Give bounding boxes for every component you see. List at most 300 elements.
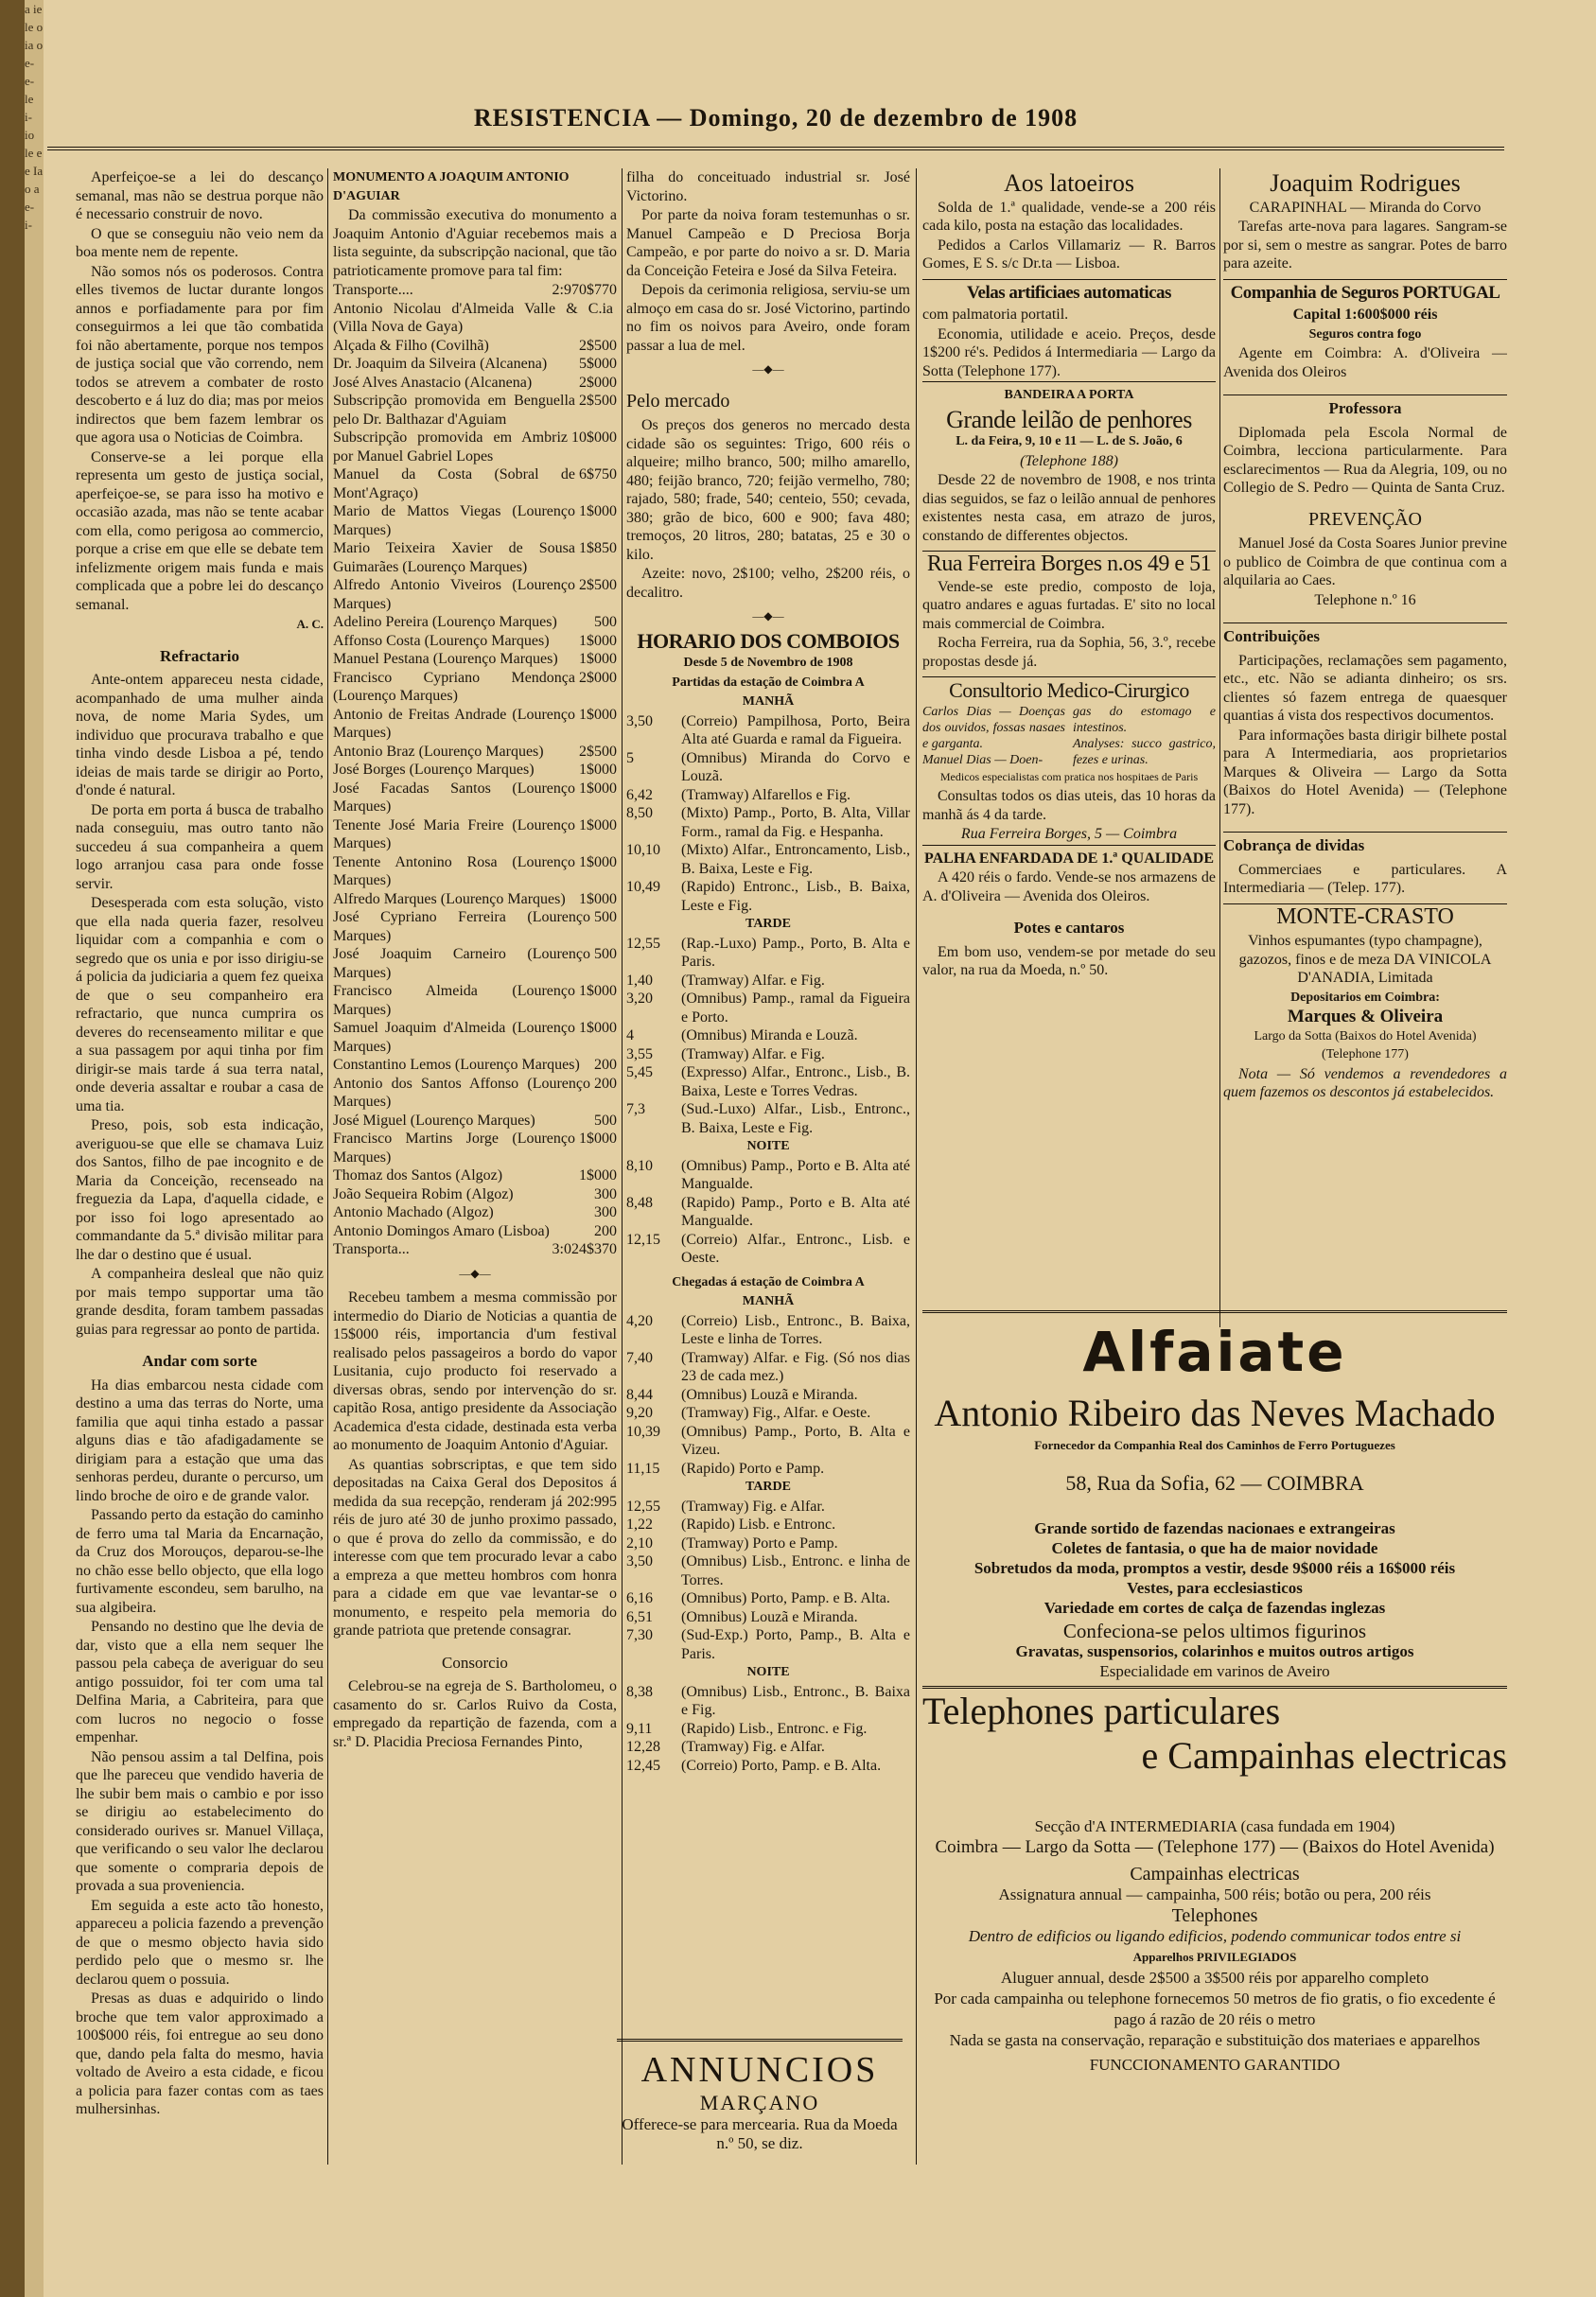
subscription-row	[333, 890, 617, 909]
train-time: 7,30	[626, 1627, 653, 1643]
train-row	[626, 1534, 910, 1553]
article-paragraph: Depois da cerimonia religiosa, serviu-se um almoço em casa do sr. José Victorino, partindo no fim os noivos para Aveiro, onde foram passar a lua de mel.	[626, 282, 910, 354]
subscription-amount: 1$000	[579, 1131, 617, 1147]
train-time: 12,15	[626, 1231, 660, 1248]
ad-line: Vestes, para ecclesiasticos	[1127, 1579, 1303, 1597]
train-route: (Correio) Porto, Pamp. e B. Alta.	[681, 1757, 882, 1774]
subscriber-name: José Joaquim Carneiro (Lourenço Marques)	[333, 946, 590, 981]
subscription-amount: 500	[594, 946, 617, 962]
train-row	[626, 1194, 910, 1231]
subscriber-name: Dr. Joaquim da Silveira (Alcanena)	[333, 356, 548, 372]
subscription-amount: 500	[594, 1112, 617, 1129]
subscription-amount: 200	[594, 1075, 617, 1092]
ad-telephone: Telephone n.º 16	[1314, 591, 1416, 608]
subscriber-name: Antonio dos Santos Affonso (Lourenço Marques)	[333, 1075, 590, 1110]
ad-text: Commerciaes e particulares. A Intermediaria — (Telep. 177).	[1223, 861, 1507, 896]
subscription-row	[333, 337, 617, 356]
train-time: 6,51	[626, 1608, 653, 1625]
train-time: 4	[626, 1027, 634, 1043]
train-time: 11,15	[626, 1460, 660, 1477]
annuncios-title: ANNUNCIOS	[640, 2050, 879, 2090]
train-time: 10,39	[626, 1423, 660, 1440]
adjacent-page-strip: a ie le o ia o e- e- le i- io le e e Ia o a e- i-	[25, 0, 44, 2297]
train-route: (Omnibus) Pamp., Porto e B. Alta até Mangualde.	[681, 1157, 910, 1192]
train-route: (Sud.-Luxo) Alfar., Lisb., Entronc., B. Baixa, Leste e Fig.	[681, 1101, 910, 1136]
train-time: 8,44	[626, 1386, 653, 1403]
subscription-amount: 6$750	[579, 466, 617, 482]
period-label: TARDE	[745, 1480, 791, 1494]
column-4	[922, 168, 1216, 1327]
subscriber-name: Antonio de Freitas Andrade (Lourenço Marques)	[333, 706, 575, 741]
column-rule	[327, 168, 328, 2165]
subscriber-name: Francisco Martins Jorge (Lourenço Marques)	[333, 1131, 575, 1166]
subscription-row	[333, 539, 617, 576]
subscription-row	[333, 982, 617, 1019]
subscriber-name: Alfredo Antonio Viveiros (Lourenço Marques)	[333, 577, 575, 612]
subscription-row	[333, 706, 617, 743]
subscription-amount: 200	[594, 1222, 617, 1239]
subscription-row	[333, 300, 617, 337]
period-label: NOITE	[746, 1139, 790, 1153]
ad-text: Solda de 1.ª qualidade, vende-se a 200 réis cada kilo, posta na estação das localidades.	[922, 199, 1216, 234]
period-label: MANHÃ	[742, 1294, 795, 1308]
train-list	[626, 1157, 910, 1268]
annuncios-box	[617, 2039, 903, 2153]
doctor-left	[922, 704, 1065, 768]
subscription-row	[333, 1075, 617, 1112]
subscription-row	[333, 945, 617, 982]
train-list	[626, 1683, 910, 1776]
subscription-row	[333, 1130, 617, 1166]
article-title-refractario: Refractario	[159, 646, 239, 665]
article-paragraph: O que se conseguiu não veio nem da boa mente nem de repente.	[76, 225, 324, 260]
ad-title-potes: Potes e cantaros	[1013, 919, 1125, 937]
ad-text: Agente em Coimbra: A. d'Oliveira — Avenida dos Oleiros	[1223, 345, 1507, 380]
subscriber-name: Transporte....	[333, 282, 413, 298]
ad-text: Em bom uso, vendem-se por metade do seu valor, na rua da Moeda, n.º 50.	[922, 943, 1216, 978]
train-route: (Tramway) Fig. e Alfar.	[681, 1739, 825, 1755]
train-time: 8,38	[626, 1683, 653, 1700]
subscriber-name: Manuel Pestana (Lourenço Marques)	[333, 651, 558, 667]
subscription-row	[333, 1222, 617, 1241]
ad-text: Consultas todos os dias uteis, das 10 horas da manhã ás 4 da tarde.	[922, 788, 1216, 823]
subscription-row	[333, 576, 617, 613]
column-rule	[916, 168, 917, 2165]
subscriber-name: Tenente Antonino Rosa (Lourenço Marques)	[333, 853, 575, 888]
article-paragraph: Conserve-se a lei porque ella representa um gesto de justiça social, aperfeiçoe-se, se para isso ha motivo e occasião azada, mas não se tente acabar com ella, como perigosa ao commercio, porque a crise em que elle se debate tem infelizmente origem mais funda e mais complicada que a pobre lei do descanço semanal.	[76, 448, 324, 613]
horario-partidas: Partidas da estação de Coimbra A	[672, 675, 865, 690]
train-row	[626, 749, 910, 786]
subscription-row	[333, 1240, 617, 1259]
subscription-amount: 1$850	[579, 540, 617, 556]
subscription-amount: 1$000	[579, 1020, 617, 1036]
column-1	[76, 168, 324, 2165]
ad-line: Especialidade em varinos de Aveiro	[1099, 1662, 1330, 1680]
subscriber-name: Alfredo Marques (Lourenço Marques)	[333, 890, 566, 907]
separator: —◆—	[459, 1266, 491, 1280]
train-route: (Omnibus) Louzã e Miranda.	[681, 1386, 858, 1403]
annuncios-text: Offerece-se para mercearia. Rua da Moeda n.º 50, se diz.	[622, 2115, 898, 2152]
train-time: 5	[626, 749, 634, 766]
subscription-row	[333, 355, 617, 374]
subscription-list	[333, 281, 617, 1259]
train-row	[626, 1516, 910, 1534]
train-row	[626, 841, 910, 878]
subscription-amount: 2$000	[579, 374, 617, 391]
ad-subtitle: Depositarios em Coimbra:	[1290, 990, 1440, 1005]
subscription-amount: 1$000	[579, 762, 617, 778]
train-time: 6,16	[626, 1590, 653, 1606]
train-row	[626, 1683, 910, 1720]
header-rule	[47, 147, 1504, 150]
subscription-amount: 1$000	[579, 780, 617, 797]
train-row	[626, 1460, 910, 1479]
train-route: (Rapido) Lisb., Entronc. e Fig.	[681, 1720, 868, 1737]
train-row	[626, 786, 910, 805]
doctor-text: Carlos Dias — Doenças dos ouvidos, fossas nasaes e garganta.	[922, 704, 1065, 751]
subscription-row	[333, 1185, 617, 1204]
train-route: (Correio) Lisb., Entronc., B. Baixa, Leste e linha de Torres.	[681, 1312, 910, 1347]
doctor-text: Analyses: succo gastrico, fezes e urinas.	[1073, 736, 1216, 767]
subscriber-name: Alçada & Filho (Covilhã)	[333, 337, 489, 354]
article-title-monumento: MONUMENTO A JOAQUIM ANTONIO D'AGUIAR	[333, 170, 570, 203]
alfaiate-name: Antonio Ribeiro das Neves Machado	[934, 1392, 1496, 1434]
train-row	[626, 1589, 910, 1608]
train-row	[626, 1157, 910, 1194]
article-signature: A. C.	[296, 617, 324, 631]
ad-title-latoeiros: Aos latoeiros	[1004, 169, 1134, 197]
train-row	[626, 935, 910, 972]
article-paragraph: De porta em porta á busca de trabalho nada conseguiu, mas outro tanto não succedeu á sua companheira a quem logo arranjou casa para onde fosse servir.	[76, 801, 324, 892]
train-row	[626, 1757, 910, 1776]
ad-line: Gravatas, suspensorios, colarinhos e muitos outros artigos	[1015, 1642, 1414, 1660]
train-row	[626, 1608, 910, 1627]
train-route: (Omnibus) Louzã e Miranda.	[681, 1608, 858, 1625]
article-paragraph: Desesperada com esta solução, visto que ella nada queria fazer, resolveu liquidar com a companhia e com o segredo que os unia e por isso dirigiu-se á policia da judiciaria a quem fez queixa de que o seu companheiro era refractario, que nunca cumprira os deveres do recenseamento militar e que a sua passagem por aqui tinha por fim dirigir-se mais tarde á sua terra natal, onde deveria assaltar e roubar a casa de uma tia.	[76, 895, 324, 1114]
article-paragraph: Ante-ontem appareceu nesta cidade, acompanhado de uma mulher ainda nova, de nome Maria Sydes, um individuo que procurava trabalho e que tinha vindo desde Lisboa a pé, tendo ideias de mais tarde se dirigir ao Porto, d'onde é natural.	[76, 672, 324, 798]
subscription-amount: 2$500	[579, 577, 617, 593]
subscriber-name: Francisco Cypriano Mendonça (Lourenço Marques)	[333, 669, 575, 704]
train-time: 2,10	[626, 1534, 653, 1552]
subscriber-name: João Sequeira Robim (Algoz)	[333, 1185, 514, 1202]
ad-text: Rocha Ferreira, rua da Sophia, 56, 3.º, recebe propostas desde já.	[922, 635, 1216, 670]
article-paragraph: Presas as duas e adquirido o lindo broche que tem valor approximado a 100$000 réis, foi entregue ao seu dono que, dando pela falta do mesmo, havia voltado de Aveiro a esta cidade, e ficou a policia para fazer contas com as taes mulhersinhas.	[76, 1990, 324, 2117]
train-row	[626, 1626, 910, 1663]
telephones-line1: Telephones particulares	[922, 1690, 1281, 1732]
subscription-row	[333, 743, 617, 762]
column-5	[1223, 168, 1507, 1327]
ad-text: Participações, reclamações sem pagamento, etc., etc. Não se adianta dinheiro; os srs. clientes só fazem entrega de quaesquer quantias á vista dos respectivos documentos.	[1223, 652, 1507, 724]
train-time: 9,20	[626, 1405, 653, 1421]
train-route: (Omnibus) Lisb., Entronc. e linha de Torres.	[681, 1553, 910, 1588]
ad-text: Vinhos espumantes (typo champagne), gazozos, finos e de meza DA VINICOLA D'ANADIA, Limitada	[1238, 933, 1492, 986]
train-route: (Correio) Pampilhosa, Porto, Beira Alta até Guarda e ramal da Figueira.	[681, 712, 910, 747]
train-route: (Mixto) Pamp., Porto, B. Alta, Villar Form., ramal da Fig. e Hespanha.	[681, 805, 910, 840]
ad-capital: Capital 1:600$000 réis	[1292, 307, 1438, 323]
train-time: 3,50	[626, 1553, 653, 1569]
article-paragraph: Por parte da noiva foram testemunhas o sr. Manuel Campeão e D Preciosa Borja Campeão, e por parte do noivo a sr. D. Maria da Conceição Feteira e José da Silva Feteira.	[626, 207, 910, 279]
subscription-amount: 2$000	[579, 669, 617, 686]
subscription-amount: 1$000	[579, 983, 617, 999]
subscription-amount: 300	[594, 1204, 617, 1220]
subscriber-name: Mario de Mattos Viegas (Lourenço Marques)	[333, 503, 575, 538]
ad-title-prevencao: PREVENÇÃO	[1307, 508, 1422, 530]
subscription-amount: 1$000	[579, 503, 617, 519]
telephones-body	[922, 1816, 1507, 2076]
subscriber-name: José Alves Anastacio (Alcanena)	[333, 374, 533, 391]
train-route: (Omnibus) Miranda do Corvo e Louzã.	[681, 749, 910, 784]
train-time: 8,48	[626, 1194, 653, 1211]
ad-text: Manuel José da Costa Soares Junior previne o publico de Coimbra de que continua com a alquilaria ao Caes.	[1223, 535, 1507, 588]
subscription-amount: 10$000	[571, 430, 617, 446]
ad-line: Confeciona-se pelos ultimos figurinos	[1062, 1620, 1367, 1642]
subscriber-name: José Borges (Lourenço Marques)	[333, 762, 535, 778]
subscription-amount: 200	[594, 1057, 617, 1073]
train-row	[626, 972, 910, 991]
subscription-row	[333, 502, 617, 539]
subscriber-name: Samuel Joaquim d'Almeida (Lourenço Marques)	[333, 1020, 575, 1055]
subscriber-name: José Cypriano Ferreira (Lourenço Marques)	[333, 909, 590, 944]
alfaiate-body	[922, 1518, 1507, 1681]
article-paragraph: Recebeu tambem a mesma commissão por intermedio do Diario de Noticias a quantia de 15$000 réis, importancia d'um festival realisado pelos passageiros a bordo do vapor Lusitania, cujo producto foi reservado a diversas obras, sendo por intervenção do sr. capitão Rosa, antigo presidente da Associação Academica d'esta cidade, destinada esta verba ao monumento de Joaquim Antonio d'Aguiar.	[333, 1289, 617, 1453]
ad-subtitle: CARAPINHAL — Miranda do Corvo	[1249, 199, 1482, 216]
ad-subtitle: Seguros contra fogo	[1308, 326, 1422, 342]
train-row	[626, 990, 910, 1026]
telephones-title	[922, 1689, 1507, 1778]
subscription-row	[333, 429, 617, 465]
ad-line: Dentro de edificios ou ligando edificios, podendo communicar todos entre si	[968, 1927, 1462, 1945]
subscription-amount: 1$000	[579, 632, 617, 649]
subscription-row	[333, 761, 617, 780]
alfaiate-address: 58, Rua da Sofia, 62 — COIMBRA	[1065, 1471, 1364, 1495]
doctor-text: gas do estomago e intestinos.	[1073, 704, 1216, 735]
ad-title-consultorio: Consultorio Medico-Cirurgico	[922, 676, 1216, 700]
subscriber-name: Antonio Domingos Amaro (Lisboa)	[333, 1222, 550, 1239]
subscriber-name: Adelino Pereira (Lourenço Marques)	[333, 614, 557, 630]
horario-subtitle: Desde 5 de Novembro de 1908	[683, 656, 853, 670]
ad-name: Marques & Oliveira	[1287, 1007, 1444, 1026]
ad-line: Secção d'A INTERMEDIARIA (casa fundada em 1904)	[1034, 1817, 1395, 1835]
ad-text: Economia, utilidade e aceio. Preços, desde 1$200 ré's. Pedidos á Intermediaria — Largo da Sotta (Telephone 177).	[922, 325, 1216, 379]
train-time: 3,20	[626, 991, 653, 1007]
train-route: (Omnibus) Miranda e Louzã.	[681, 1027, 858, 1043]
article-paragraph: Azeite: novo, 2$100; velho, 2$200 réis, o decalitro.	[626, 566, 910, 601]
article-paragraph: Em seguida a este acto tão honesto, appareceu a policia fazendo a prevenção de que o mesmo objecto havia sido perdido pelo que o mesmo sr. lhe declarou quem o possuia.	[76, 1897, 324, 1988]
article-paragraph: Não pensou assim a tal Delfina, pois que lhe pareceu que vendido haveria de lhe subir bem mais o cambio e por isso se dirigiu ao estabelecimento do considerado ourives sr. Manuel Villaça, que verificando o seu valor lhe declarou que somente o compraria depois de provada a sua proveniencia.	[76, 1748, 324, 1894]
train-row	[626, 1231, 910, 1268]
train-row	[626, 1738, 910, 1757]
ad-title-joaquim: Joaquim Rodrigues	[1270, 169, 1461, 197]
alfaiate-supplier: Fornecedor da Companhia Real dos Caminhos de Ferro Portuguezes	[1034, 1438, 1395, 1452]
subscription-row	[333, 1019, 617, 1056]
train-route: (Tramway) Alfar. e Fig.	[681, 1045, 825, 1062]
article-title-mercado: Pelo mercado	[626, 390, 730, 412]
subscription-amount: 500	[594, 614, 617, 630]
subscription-amount: 500	[594, 909, 617, 925]
subscription-amount: 5$000	[579, 356, 617, 372]
ad-address: L. da Feira, 9, 10 e 11 — L. de S. João, 6	[956, 434, 1183, 448]
subscription-amount: 2$500	[579, 743, 617, 760]
article-title-andar: Andar com sorte	[142, 1352, 257, 1370]
train-route: (Omnibus) Lisb., Entronc., B. Baixa e Fig.	[681, 1683, 910, 1718]
doctor-right	[1073, 704, 1216, 768]
subscriber-name: Subscripção promovida em Benguella pelo Dr. Balthazar d'Aguiam	[333, 393, 575, 428]
article-paragraph: Ha dias embarcou nesta cidade com destino a uma das terras do Norte, uma familia que aqui tinha estado a passar alguns dias e tão afadigadamente se dirigiam para a estação que uma das senhoras perdeu, durante o percurso, um lindo broche de oiro e de grande valor.	[76, 1376, 324, 1504]
train-time: 12,45	[626, 1757, 660, 1774]
train-time: 1,22	[626, 1517, 653, 1533]
doctor-text: Manuel Dias — Doen-	[922, 752, 1044, 767]
subscriber-name: José Facadas Santos (Lourenço Marques)	[333, 780, 575, 815]
train-time: 10,10	[626, 842, 660, 858]
subscriber-name: Subscripção promovida em Ambriz por Manuel Gabriel Lopes	[333, 430, 568, 465]
article-paragraph: A companheira desleal que não quiz por mais tempo supportar uma tão grande desdita, foram tambem passadas guias para regressar ao ponto de partida.	[76, 1266, 324, 1338]
ad-line: Nada se gasta na conservação, reparação e substituição dos materiaes e apparelhos	[949, 2031, 1481, 2049]
subscriber-name: Antonio Braz (Lourenço Marques)	[333, 743, 544, 760]
ad-text: Vende-se este predio, composto de loja, quatro andares e aguas furtadas. E' sito no local mais commercial de Coimbra.	[922, 578, 1216, 632]
subscription-row	[333, 465, 617, 502]
subscription-row	[333, 392, 617, 429]
subscription-row	[333, 669, 617, 706]
train-route: (Rapido) Lisb. e Entronc.	[681, 1517, 836, 1533]
subscriber-name: Constantino Lemos (Lourenço Marques)	[333, 1057, 580, 1073]
train-time: 8,10	[626, 1157, 653, 1174]
train-row	[626, 1498, 910, 1517]
train-route: (Rapido) Entronc., Lisb., B. Baixa, Leste e Fig.	[681, 879, 910, 914]
ad-text: Nota — Só vendemos a revendedores a quem fazemos os descontos já estabelecidos.	[1223, 1065, 1507, 1100]
train-route: (Correio) Alfar., Entronc., Lisb. e Oeste.	[681, 1231, 910, 1266]
train-time: 12,55	[626, 1498, 660, 1515]
subscription-amount: 1$000	[579, 853, 617, 870]
train-route: (Rapido) Porto e Pamp.	[681, 1460, 825, 1477]
train-row	[626, 1423, 910, 1460]
train-row	[626, 712, 910, 749]
train-route: (Tramway) Alfar. e Fig.	[681, 972, 825, 989]
train-time: 7,40	[626, 1349, 653, 1366]
subscription-row	[333, 613, 617, 632]
article-paragraph: filha do conceituado industrial sr. José Victorino.	[626, 169, 910, 204]
ad-line: Coletes de fantasia, o que ha de maior novidade	[1051, 1539, 1378, 1557]
article-paragraph: Preso, pois, sob esta indicação, averiguou-se que elle se chamava Luiz dos Santos, filho de pae incognito e de Maria da Conceição, recenseado na freguezia da Lapa, d'aquella cidade, e por isso foi logo apresentado ao commandante da 5.ª divisão militar para lhe dar o destino que é usual.	[76, 1117, 324, 1263]
subscription-row	[333, 374, 617, 393]
train-list	[626, 1312, 910, 1479]
train-route: (Omnibus) Porto, Pamp. e B. Alta.	[681, 1590, 890, 1606]
train-route: (Tramway) Alfarellos e Fig.	[681, 786, 851, 803]
train-route: (Mixto) Alfar., Entroncamento, Lisb., B. Baixa, Leste e Fig.	[681, 842, 910, 877]
train-route: (Tramway) Porto e Pamp.	[681, 1534, 838, 1552]
article-paragraph: Pensando no destino que lhe devia de dar, visto que a ella nem sequer lhe passou pela cabeça de averiguar do seu antigo possuidor, foi ter com uma tal Delfina Maria, a Cabriteira, para que com lucros no negocio o fosse empenhar.	[76, 1619, 324, 1745]
page-header: RESISTENCIA — Domingo, 20 de dezembro de 1908	[473, 104, 1079, 132]
train-row	[626, 1063, 910, 1100]
train-row	[626, 1552, 910, 1589]
subscription-row	[333, 908, 617, 945]
subscription-row	[333, 1203, 617, 1222]
page-edge	[0, 0, 25, 2297]
train-row	[626, 1720, 910, 1739]
consultorio-doctors	[922, 704, 1216, 768]
subscription-row	[333, 1112, 617, 1131]
telephones-line2: e Campainhas electricas	[1141, 1734, 1507, 1777]
train-row	[626, 1045, 910, 1064]
ad-line: Variedade em cortes de calça de fazendas inglezas	[1044, 1599, 1386, 1617]
ad-title-contribuicoes: Contribuições	[1223, 622, 1507, 646]
subscription-amount: 1$000	[579, 651, 617, 667]
period-label: MANHÃ	[742, 694, 795, 709]
ad-line: Apparelhos PRIVILEGIADOS	[1132, 1950, 1297, 1964]
train-route: (Rapido) Pamp., Porto e B. Alta até Mangualde.	[681, 1194, 910, 1229]
ad-title-leilao: Grande leilão de penhores	[946, 405, 1192, 433]
ad-line: Assignatura annual — campainha, 500 réis; botão ou pera, 200 réis	[998, 1885, 1431, 1903]
ad-text: Medicos especialistas com pratica nos hospitaes de Paris	[939, 769, 1199, 783]
ad-text: Diplomada pela Escola Normal de Coimbra, lecciona particularmente. Para esclarecimentos — Rua da Alegria, 109, ou no Collegio de S. Pedro — Quinta de Santa Cruz.	[1223, 424, 1507, 496]
train-list	[626, 935, 910, 1138]
ad-line: Coimbra — Largo da Sotta — (Telephone 177) — (Baixos do Hotel Avenida)	[935, 1837, 1495, 1857]
train-time: 12,55	[626, 935, 660, 952]
subscription-row	[333, 780, 617, 816]
subscription-row	[333, 632, 617, 651]
subscription-amount: 1$000	[579, 1167, 617, 1184]
subscription-row	[333, 853, 617, 890]
ad-line: Grande sortido de fazendas nacionaes e extrangeiras	[1034, 1519, 1395, 1537]
subscriber-name: Tenente José Maria Freire (Lourenço Marques)	[333, 816, 575, 851]
train-time: 12,28	[626, 1739, 660, 1755]
article-paragraph: Não somos nós os poderosos. Contra elles tivemos de luctar durante longos annos e porfiadamente para por fim conseguirmos a lei que tão combatida foi não abertamente, porque nos tempos de justiça social que vão correndo, nem todos se atrevem a combater de rosto descoberto e á luz do dia; mas por meios indirectos que bem fazem lembrar os que agora usa o Noticias de Coimbra.	[76, 263, 324, 446]
train-route: (Sud-Exp.) Porto, Pamp., B. Alta e Paris.	[681, 1627, 910, 1662]
annuncios-subtitle: MARÇANO	[699, 2091, 820, 2114]
train-row	[626, 804, 910, 841]
train-time: 10,49	[626, 879, 660, 895]
train-list	[626, 712, 910, 916]
train-route: (Tramway) Fig. e Alfar.	[681, 1498, 825, 1515]
train-time: 1,40	[626, 972, 653, 989]
article-paragraph: Os preços dos generos no mercado desta cidade são os seguintes: Trigo, 600 réis o alqueire; milho branco, 500; milho amarello, 480; feijão branco, 720; feijão vermelho, 780; rajado, 580; frade, 540; centeio, 550; cevada, 380; grão de bico, 600 e 900; fava 480; tremoços, 20 litros, 280; batatas, 25 e 30 o kilo.	[626, 417, 910, 563]
subscription-amount: 2:970$770	[552, 282, 617, 298]
ad-title-palha: PALHA ENFARDADA DE 1.ª QUALIDADE	[922, 845, 1216, 868]
train-row	[626, 1386, 910, 1405]
ad-line: Por cada campainha ou telephone fornecemos 50 metros de fio gratis, o fio excedente é pago á razão de 20 réis o metro	[934, 1990, 1496, 2028]
ad-address: Largo da Sotta (Baixos do Hotel Avenida) (Telephone 177)	[1254, 1028, 1477, 1061]
ad-title-monte-crasto: MONTE-CRASTO	[1223, 903, 1507, 927]
train-time: 8,50	[626, 805, 653, 821]
article-paragraph: Passando perto da estação do caminho de ferro uma tal Maria da Encarnação, da Cruz dos Morouços, deparou-se-lhe no chão esse bello objecto, que ella logo furtivamente escondeu, sem barulho, na sua algibeira.	[76, 1507, 324, 1616]
article-paragraph: Celebrou-se na egreja de S. Bartholomeu, o casamento do sr. Carlos Ruivo da Costa, empregado da repartição de fazenda, com a sr.ª D. Placidia Preciosa Fernandes Pinto,	[333, 1678, 617, 1750]
train-route: (Omnibus) Pamp., ramal da Figueira e Porto.	[681, 991, 910, 1026]
train-row	[626, 878, 910, 915]
ad-text: Pedidos a Carlos Villamariz — R. Barros Gomes, E S. s/c Dr.ta — Lisboa.	[922, 237, 1216, 272]
column-2	[333, 168, 617, 2165]
train-row	[626, 1349, 910, 1386]
subscriber-name: Transporta...	[333, 1241, 410, 1257]
subscription-amount: 2$500	[579, 337, 617, 354]
train-row	[626, 1312, 910, 1349]
subscriber-name: Manuel da Costa (Sobral de Mont'Agraço)	[333, 466, 575, 501]
subscription-row	[333, 1056, 617, 1075]
ad-line: Sobretudos da moda, promptos a vestir, desde 9$000 réis a 16$000 réis	[973, 1559, 1456, 1577]
ad-title-velas: Velas artificiaes automaticas	[922, 279, 1216, 303]
subscriber-name: José Miguel (Lourenço Marques)	[333, 1112, 535, 1129]
ad-title-companhia: Companhia de Seguros PORTUGAL	[1223, 279, 1507, 303]
ad-title-rua: Rua Ferreira Borges n.os 49 e 51	[922, 551, 1216, 574]
train-route: (Tramway) Alfar. e Fig. (Só nos dias 23 de cada mez.)	[681, 1349, 910, 1384]
ad-telephone: (Telephone 188)	[1020, 452, 1118, 469]
train-route: (Rap.-Luxo) Pamp., Porto, B. Alta e Paris.	[681, 935, 910, 970]
ad-title-bandeira: BANDEIRA A PORTA	[922, 381, 1216, 405]
subscription-amount: 2$500	[579, 393, 617, 409]
ad-address: Rua Ferreira Borges, 5 — Coimbra	[960, 826, 1178, 842]
subscriber-name: Antonio Machado (Algoz)	[333, 1204, 494, 1220]
ad-line: Telephones	[1171, 1905, 1258, 1926]
article-title-consorcio: Consorcio	[442, 1653, 508, 1672]
alfaiate-rule	[922, 1310, 1507, 1313]
